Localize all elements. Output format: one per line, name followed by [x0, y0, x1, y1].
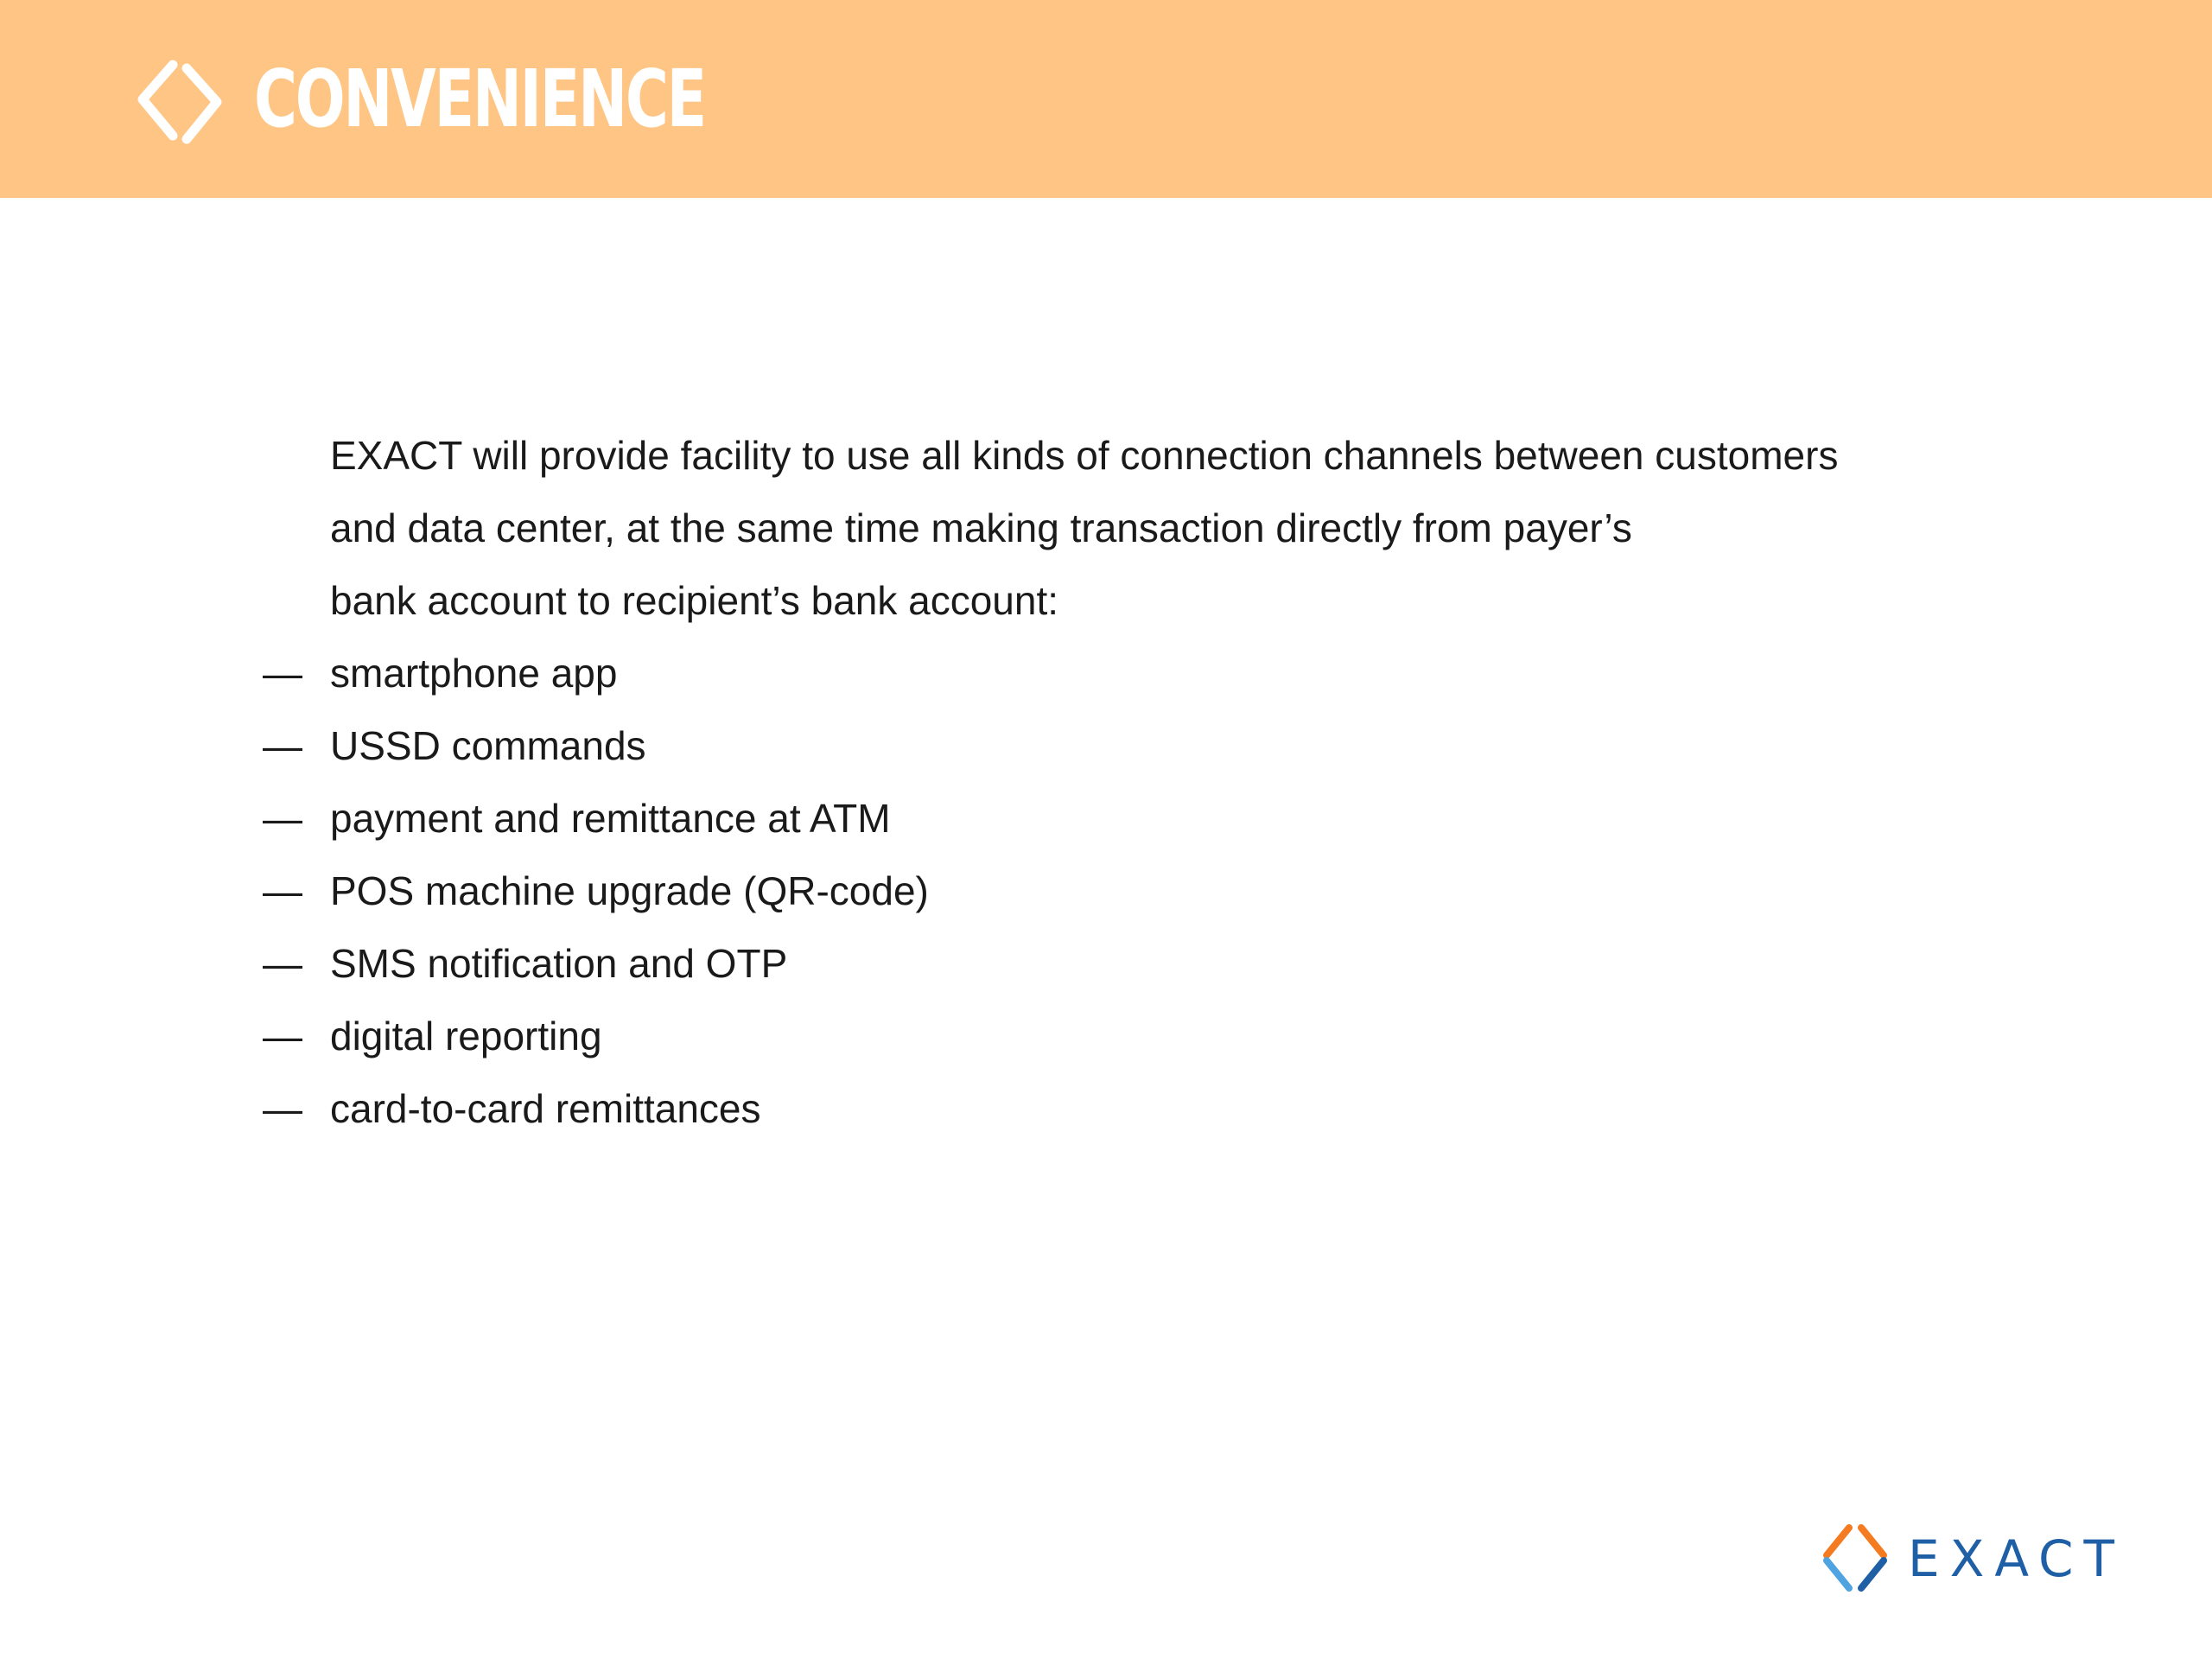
bullet-dash: —	[263, 796, 302, 841]
channel-list	[263, 650, 1989, 1158]
list-item	[263, 722, 1989, 795]
list-item-label: POS machine upgrade (QR-code)	[330, 868, 929, 913]
list-item	[263, 868, 1989, 940]
list-item	[263, 795, 1989, 868]
list-item-label: USSD commands	[330, 723, 646, 768]
bullet-dash: —	[263, 941, 302, 986]
bullet-dash: —	[263, 651, 302, 696]
list-item-label: SMS notification and OTP	[330, 941, 788, 986]
list-item	[263, 940, 1989, 1013]
intro-line: bank account to recipient’s bank account:	[330, 578, 1059, 623]
logo-wordmark: EXACT	[1908, 1529, 2125, 1588]
bullet-dash: —	[263, 868, 302, 913]
intro-line: EXACT will provide facility to use all kinds of connection channels between customers	[330, 433, 1839, 478]
footer-logo	[1821, 1522, 2133, 1595]
list-item	[263, 650, 1989, 722]
content-body	[263, 432, 1989, 1158]
bullet-dash: —	[263, 1086, 302, 1131]
header-banner	[0, 0, 2212, 198]
page-title: CONVENIENCE	[254, 53, 705, 145]
intro-line: and data center, at the same time making transaction directly from payer’s	[330, 505, 1632, 550]
list-item	[263, 1013, 1989, 1085]
list-item-label: digital reporting	[330, 1014, 602, 1058]
diamond-brackets-icon	[134, 56, 226, 148]
exact-logo-icon	[1821, 1522, 1889, 1593]
bullet-dash: —	[263, 723, 302, 768]
list-item	[263, 1085, 1989, 1158]
list-item-label: card-to-card remittances	[330, 1086, 761, 1131]
bullet-dash: —	[263, 1014, 302, 1058]
list-item-label: smartphone app	[330, 651, 618, 696]
list-item-label: payment and remittance at ATM	[330, 796, 891, 841]
